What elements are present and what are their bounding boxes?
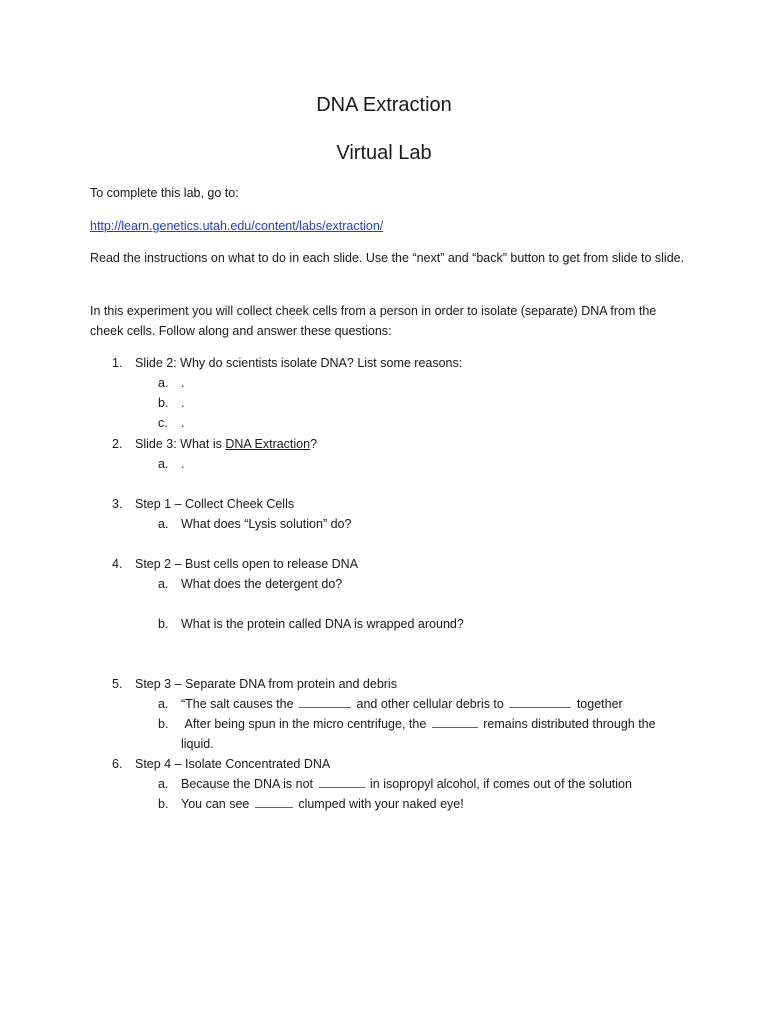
q5-b-label: b. xyxy=(158,717,169,731)
q5-a-blank-1[interactable] xyxy=(299,696,351,708)
q5-b-part2: remains distributed through the xyxy=(483,717,656,731)
q6-b-text xyxy=(181,794,681,814)
q5-a-part3: together xyxy=(576,697,623,711)
q3-a-text: What does “Lysis solution” do? xyxy=(181,517,352,531)
experiment-text: In this experiment you will collect cheek cells from a person in order to isolate (separate) DNA from the cheek cells. Follow along and answer these questions: xyxy=(90,304,657,338)
q1-a-label: a. xyxy=(158,376,169,390)
q3-number: 3. xyxy=(112,497,123,511)
q6-a-text xyxy=(181,774,681,794)
page-subtitle: Virtual Lab xyxy=(336,142,432,164)
page-title: DNA Extraction xyxy=(316,94,452,116)
q2-text-before: Slide 3: What is xyxy=(135,437,226,451)
q4-a-text: What does the detergent do? xyxy=(181,577,343,591)
lab-link[interactable]: http://learn.genetics.utah.edu/content/labs/extraction/ xyxy=(90,219,384,233)
q5-number: 5. xyxy=(112,677,123,691)
q5-b-blank[interactable] xyxy=(432,716,478,728)
q2-a-answer: . xyxy=(181,457,185,471)
q6-b-label: b. xyxy=(158,797,169,811)
intro-text: To complete this lab, go to: xyxy=(90,186,239,200)
q6-a-label: a. xyxy=(158,777,169,791)
q6-b-blank[interactable] xyxy=(255,796,293,808)
q2-number: 2. xyxy=(112,437,123,451)
q4-number: 4. xyxy=(112,557,123,571)
q5-b-text xyxy=(181,714,681,734)
q2-text-after: ? xyxy=(310,437,318,451)
q1-b-answer: . xyxy=(181,396,185,410)
q1-number: 1. xyxy=(112,356,123,370)
q5-text: Step 3 – Separate DNA from protein and debris xyxy=(135,677,397,691)
q4-b-text: What is the protein called DNA is wrapped around? xyxy=(181,617,464,631)
q2-text xyxy=(135,434,317,454)
q6-a-part2: in isopropyl alcohol, if comes out of the solution xyxy=(370,777,632,791)
q5-a-label: a. xyxy=(158,697,169,711)
q6-a-blank[interactable] xyxy=(319,776,365,788)
instructions-text: Read the instructions on what to do in each slide. Use the “next” and “back” button to get from slide to slide. xyxy=(90,251,685,265)
q6-b-part2: clumped with your naked eye! xyxy=(298,797,464,811)
q1-a-answer: . xyxy=(181,376,185,390)
q4-text: Step 2 – Bust cells open to release DNA xyxy=(135,557,359,571)
q1-text: Slide 2: Why do scientists isolate DNA? List some reasons: xyxy=(135,356,463,370)
q6-text: Step 4 – Isolate Concentrated DNA xyxy=(135,757,331,771)
q5-b-line2: liquid. xyxy=(181,737,214,751)
q5-a-part2: and other cellular debris to xyxy=(356,697,504,711)
q3-a-label: a. xyxy=(158,517,169,531)
q2-text-underlined: DNA Extraction xyxy=(225,437,311,451)
q5-b-part1: After being spun in the micro centrifuge, the xyxy=(184,717,427,731)
q1-c-answer: . xyxy=(181,416,185,430)
q5-a-text xyxy=(181,694,681,714)
q1-b-label: b. xyxy=(158,396,169,410)
q3-text: Step 1 – Collect Cheek Cells xyxy=(135,497,295,511)
q1-c-label: c. xyxy=(158,416,168,430)
q5-a-part1: “The salt causes the xyxy=(181,697,294,711)
q2-a-label: a. xyxy=(158,457,169,471)
q5-a-blank-2[interactable] xyxy=(509,696,571,708)
q6-b-part1: You can see xyxy=(181,797,250,811)
q4-b-label: b. xyxy=(158,617,169,631)
q6-a-part1: Because the DNA is not xyxy=(181,777,314,791)
q4-a-label: a. xyxy=(158,577,169,591)
lab-link-line xyxy=(90,216,690,236)
q6-number: 6. xyxy=(112,757,123,771)
